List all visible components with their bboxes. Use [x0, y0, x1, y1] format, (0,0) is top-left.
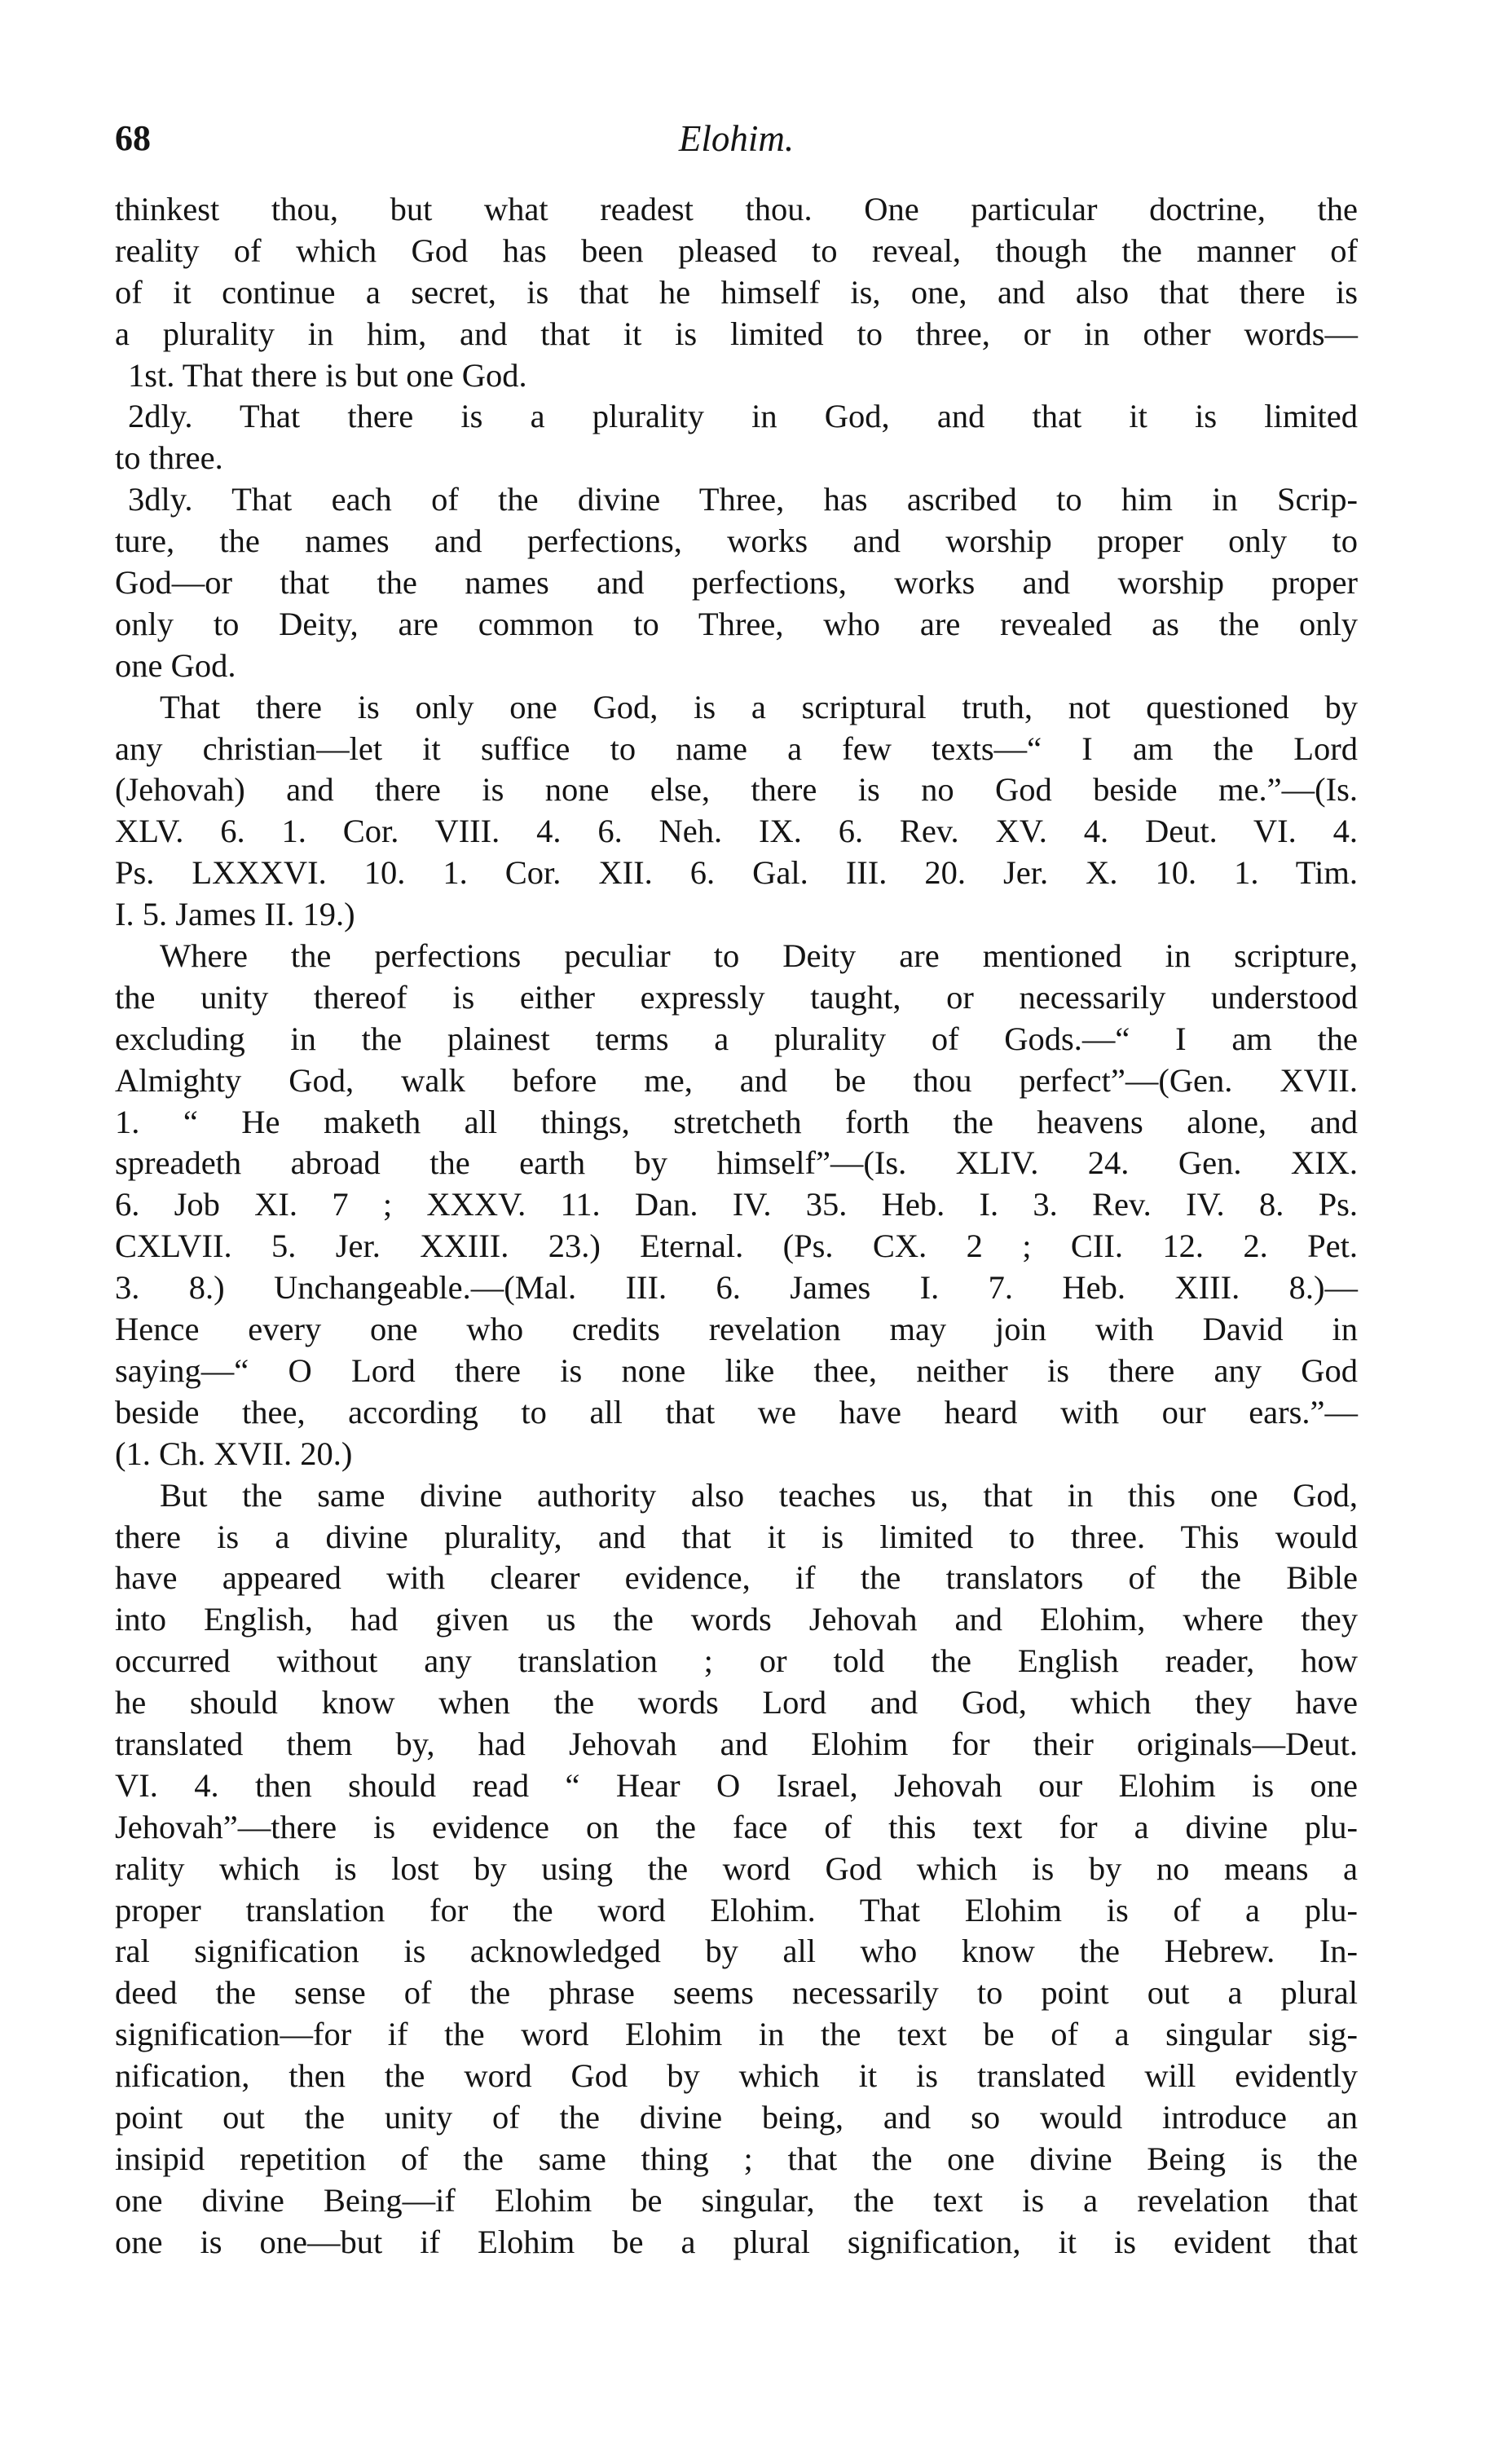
text-line: one is one—but if Elohim be a plural signification, it is evident that [115, 2223, 1358, 2260]
text-line: spreadeth abroad the earth by himself”—(Is. XLIV. 24. Gen. XIX. [115, 1144, 1358, 1182]
text-line: ture, the names and perfections, works and worship proper only to [115, 522, 1358, 560]
text-line: he should know when the words Lord and God, which they have [115, 1684, 1358, 1721]
text-line: the unity thereof is either expressly taught, or necessarily understood [115, 978, 1358, 1016]
text-line: 3dly. That each of the divine Three, has ascribed to him in Scrip- [128, 481, 1358, 518]
text-line: But the same divine authority also teaches us, that in this one God, [160, 1476, 1358, 1514]
text-line: ral signification is acknowledged by all who know the Hebrew. In- [115, 1933, 1358, 1970]
text-line: Where the perfections peculiar to Deity are mentioned in scripture, [160, 937, 1358, 975]
text-line: one God. [115, 646, 236, 684]
text-line: insipid repetition of the same thing ; that the one divine Being is the [115, 2140, 1358, 2177]
text-line: nification, then the word God by which it is translated will evidently [115, 2057, 1358, 2095]
text-line: reality of which God has been pleased to reveal, though the manner of [115, 231, 1358, 269]
text-line: (Jehovah) and there is none else, there is no God beside me.”—(Is. [115, 771, 1358, 809]
text-line: Hence every one who credits revelation may join with David in [115, 1311, 1358, 1348]
text-line: 3. 8.) Unchangeable.—(Mal. III. 6. James I. 7. Heb. XIII. 8.)— [115, 1269, 1358, 1307]
text-line: (1. Ch. XVII. 20.) [115, 1435, 353, 1472]
text-line: excluding in the plainest terms a plurality of Gods.—“ I am the [115, 1020, 1358, 1057]
running-title: Elohim. [678, 118, 795, 159]
page-header [115, 114, 1358, 163]
text-line: one divine Being—if Elohim be singular, the text is a revelation that [115, 2181, 1358, 2219]
text-line: into English, had given us the words Jehovah and Elohim, where they [115, 1601, 1358, 1638]
text-line: occurred without any translation ; or told the English reader, how [115, 1642, 1358, 1680]
page-number: 68 [115, 118, 151, 158]
text-line: translated them by, had Jehovah and Elohim for their originals—Deut. [115, 1725, 1358, 1762]
text-line: saying—“ O Lord there is none like thee, neither is there any God [115, 1351, 1358, 1389]
text-line: CXLVII. 5. Jer. XXIII. 23.) Eternal. (Ps. CX. 2 ; CII. 12. 2. Pet. [115, 1228, 1358, 1265]
text-line: only to Deity, are common to Three, who are revealed as the only [115, 605, 1358, 642]
text-line: signification—for if the word Elohim in the text be of a singular sig- [115, 2016, 1358, 2053]
text-line: rality which is lost by using the word God which is by no means a [115, 1849, 1358, 1887]
text-line: there is a divine plurality, and that it is limited to three. This would [115, 1518, 1358, 1555]
text-line: 1st. That there is but one God. [128, 356, 527, 394]
text-line: Jehovah”—there is evidence on the face of this text for a divine plu- [115, 1808, 1358, 1845]
text-line: point out the unity of the divine being, and so would introduce an [115, 2098, 1358, 2136]
text-line: Almighty God, walk before me, and be thou perfect”—(Gen. XVII. [115, 1061, 1358, 1099]
text-line: Ps. LXXXVI. 10. 1. Cor. XII. 6. Gal. III. 20. Jer. X. 10. 1. Tim. [115, 854, 1358, 892]
text-line: thinkest thou, but what readest thou. One particular doctrine, the [115, 191, 1358, 227]
text-line: XLV. 6. 1. Cor. VIII. 4. 6. Neh. IX. 6. Rev. XV. 4. Deut. VI. 4. [115, 813, 1358, 850]
text-line: 1. “ He maketh all things, stretcheth forth the heavens alone, and [115, 1103, 1358, 1140]
text-line: any christian—let it suffice to name a few texts—“ I am the Lord [115, 730, 1358, 767]
text-line: VI. 4. then should read “ Hear O Israel, Jehovah our Elohim is one [115, 1766, 1358, 1804]
body-text [115, 189, 1358, 2263]
text-line: deed the sense of the phrase seems necessarily to point out a plural [115, 1974, 1358, 2012]
text-line: 6. Job XI. 7 ; XXXV. 11. Dan. IV. 35. Heb. I. 3. Rev. IV. 8. Ps. [115, 1186, 1358, 1223]
text-line: That there is only one God, is a scriptural truth, not questioned by [160, 688, 1358, 725]
text-line: God—or that the names and perfections, works and worship proper [115, 564, 1358, 602]
text-line: to three. [115, 439, 223, 477]
text-line: proper translation for the word Elohim. That Elohim is of a plu- [115, 1891, 1358, 1928]
text-line: 2dly. That there is a plurality in God, and that it is limited [128, 398, 1358, 435]
text-line: of it continue a secret, is that he himself is, one, and also that there is [115, 273, 1358, 311]
text-line: have appeared with clearer evidence, if the translators of the Bible [115, 1559, 1358, 1597]
text-line: beside thee, according to all that we have heard with our ears.”— [115, 1393, 1358, 1430]
text-line: a plurality in him, and that it is limited to three, or in other words— [115, 315, 1358, 352]
text-line: I. 5. James II. 19.) [115, 896, 355, 933]
